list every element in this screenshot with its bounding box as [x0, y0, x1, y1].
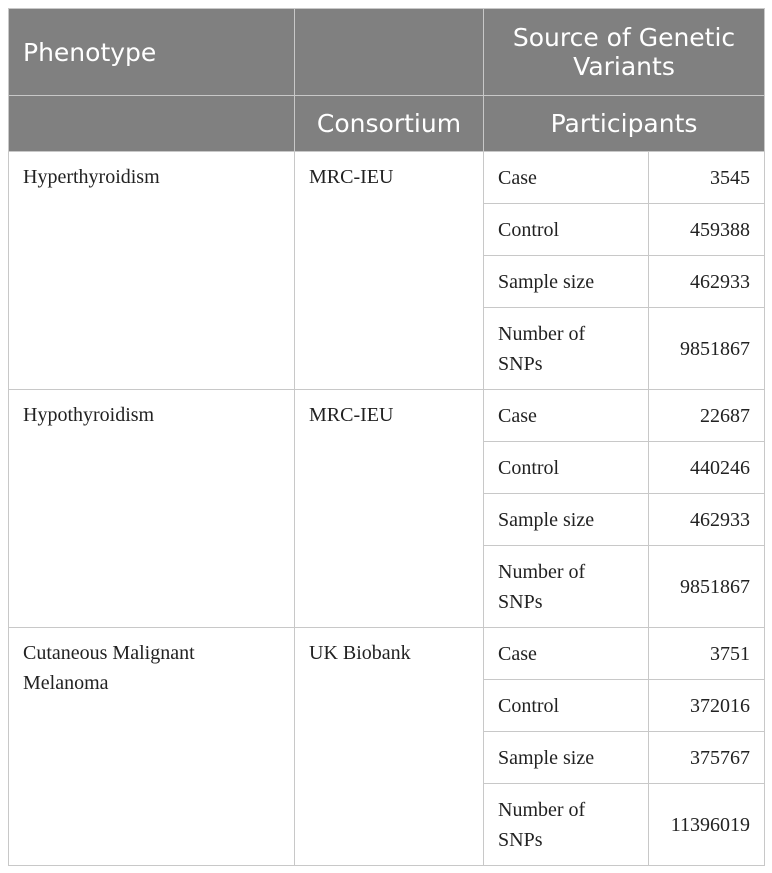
consortium-cell: UK Biobank — [295, 628, 484, 866]
participant-value: 3545 — [649, 152, 765, 204]
phenotype-cell: Hyperthyroidism — [9, 152, 295, 390]
header-row-bottom — [9, 96, 765, 152]
header-source: Source of Genetic Variants — [484, 9, 765, 96]
participant-label: Sample size — [484, 256, 649, 308]
participant-label: Control — [484, 680, 649, 732]
participant-value: 11396019 — [649, 784, 765, 866]
consortium-cell: MRC-IEU — [295, 390, 484, 628]
header-row-top — [9, 9, 765, 96]
header-blank-left — [9, 96, 295, 152]
participant-value: 9851867 — [649, 546, 765, 628]
header-blank — [295, 9, 484, 96]
participant-value: 375767 — [649, 732, 765, 784]
participant-value: 3751 — [649, 628, 765, 680]
genetic-variants-table — [8, 8, 765, 866]
participant-label: Number of SNPs — [484, 308, 649, 390]
phenotype-cell: Hypothyroidism — [9, 390, 295, 628]
participant-label: Case — [484, 390, 649, 442]
participant-label: Sample size — [484, 494, 649, 546]
header-phenotype: Phenotype — [9, 9, 295, 96]
participant-label: Number of SNPs — [484, 784, 649, 866]
participant-value: 459388 — [649, 204, 765, 256]
participant-label: Sample size — [484, 732, 649, 784]
participant-label: Control — [484, 442, 649, 494]
header-consortium: Consortium — [295, 96, 484, 152]
participant-value: 9851867 — [649, 308, 765, 390]
participant-value: 440246 — [649, 442, 765, 494]
participant-label: Control — [484, 204, 649, 256]
table-row — [9, 628, 765, 680]
participant-value: 462933 — [649, 494, 765, 546]
participant-value: 22687 — [649, 390, 765, 442]
participant-value: 462933 — [649, 256, 765, 308]
consortium-cell: MRC-IEU — [295, 152, 484, 390]
header-participants: Participants — [484, 96, 765, 152]
participant-label: Case — [484, 152, 649, 204]
participant-label: Number of SNPs — [484, 546, 649, 628]
participant-label: Case — [484, 628, 649, 680]
table-row — [9, 390, 765, 442]
participant-value: 372016 — [649, 680, 765, 732]
table-row — [9, 152, 765, 204]
phenotype-cell: Cutaneous Malignant Melanoma — [9, 628, 295, 866]
